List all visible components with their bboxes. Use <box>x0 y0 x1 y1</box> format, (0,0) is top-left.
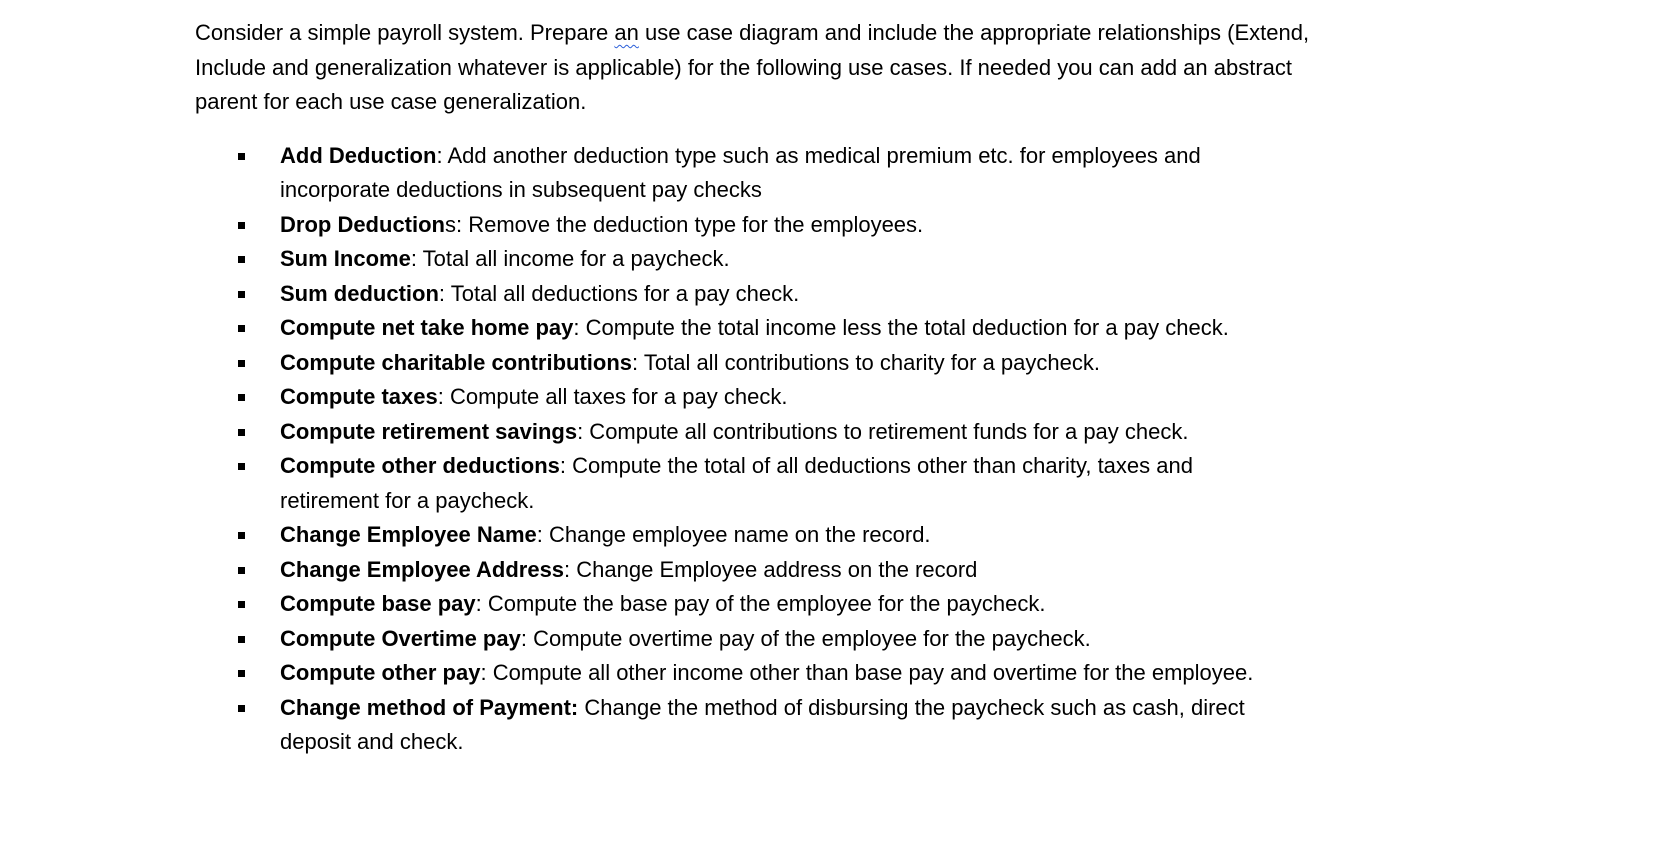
use-case-description: : Compute all other income other than base pay and overtime for the employee. <box>480 660 1254 685</box>
use-case-item <box>195 691 1275 760</box>
square-bullet-icon <box>238 256 245 263</box>
square-bullet-icon <box>238 532 245 539</box>
square-bullet-icon <box>238 636 245 643</box>
document-body <box>195 16 1345 760</box>
use-case-name: Compute base pay <box>280 591 476 616</box>
intro-text-after: use case diagram and include the appropriate relationships (Extend, Include and generalization whatever is applicable) for the following use cases. If needed you can add an abstract parent for each use case generalization. <box>195 20 1310 114</box>
use-case-description: Change the method of disbursing the paycheck such as cash, direct deposit and check. <box>280 694 1245 754</box>
use-case-description: : Add another deduction type such as medical premium etc. for employees and incorporate deductions in subsequent pay checks <box>280 142 1201 202</box>
use-case-description: : Compute the total of all deductions other than charity, taxes and retirement for a paycheck. <box>280 453 1193 513</box>
use-case-description: : Total all deductions for a pay check. <box>438 280 800 306</box>
use-case-name: Compute net take home pay <box>280 315 574 340</box>
use-case-item <box>195 656 1275 691</box>
use-case-description: : Remove the deduction type for the employees. <box>456 211 924 237</box>
spellcheck-flagged-word[interactable]: an <box>614 20 639 45</box>
intro-paragraph <box>195 16 1345 120</box>
use-case-name: Compute other pay <box>280 660 481 685</box>
use-case-name: Change method of Payment: <box>280 694 579 720</box>
use-case-description: : Compute all taxes for a pay check. <box>437 384 788 409</box>
use-case-description: : Total all income for a paycheck. <box>410 246 730 271</box>
use-case-item <box>195 208 1275 243</box>
use-case-item <box>195 518 1275 553</box>
use-case-item <box>195 622 1275 657</box>
square-bullet-icon <box>238 601 245 608</box>
use-case-item <box>195 587 1275 622</box>
use-case-item <box>195 242 1275 277</box>
intro-text-before: Consider a simple payroll system. Prepare <box>195 20 615 45</box>
use-case-name: Add Deduction <box>280 142 437 168</box>
use-case-description: : Total all contributions to charity for a paycheck. <box>632 349 1100 375</box>
square-bullet-icon <box>238 567 245 574</box>
use-case-name: Change Employee Address <box>280 556 565 582</box>
use-case-description: : Compute the base pay of the employee for the paycheck. <box>475 591 1046 616</box>
use-case-name: Compute taxes <box>280 384 438 409</box>
use-case-item <box>195 346 1275 381</box>
square-bullet-icon <box>238 670 245 677</box>
use-case-name: Compute charitable contributions <box>280 349 633 375</box>
square-bullet-icon <box>238 429 245 436</box>
square-bullet-icon <box>238 360 245 367</box>
use-case-description: : Compute overtime pay of the employee for the paycheck. <box>520 625 1091 651</box>
use-case-description: : Change employee name on the record. <box>536 522 931 547</box>
use-case-description: : Compute the total income less the total deduction for a pay check. <box>573 315 1229 340</box>
use-case-name: Sum deduction <box>280 280 439 306</box>
square-bullet-icon <box>238 153 245 160</box>
use-case-item <box>195 380 1275 415</box>
use-case-description: : Compute all contributions to retirement funds for a pay check. <box>577 418 1189 444</box>
use-case-item <box>195 553 1275 588</box>
square-bullet-icon <box>238 291 245 298</box>
use-case-name: Compute Overtime pay <box>280 625 521 651</box>
square-bullet-icon <box>238 463 245 470</box>
square-bullet-icon <box>238 325 245 332</box>
square-bullet-icon <box>238 222 245 229</box>
use-case-list <box>195 139 1345 760</box>
use-case-description: : Change Employee address on the record <box>564 556 978 582</box>
square-bullet-icon <box>238 394 245 401</box>
use-case-item <box>195 311 1275 346</box>
use-case-name-suffix: s <box>445 211 456 237</box>
use-case-name: Drop Deduction <box>280 211 445 237</box>
use-case-item <box>195 449 1275 518</box>
use-case-name: Change Employee Name <box>280 522 537 547</box>
use-case-item <box>195 139 1275 208</box>
use-case-name: Compute other deductions <box>280 453 560 478</box>
use-case-name: Compute retirement savings <box>280 418 578 444</box>
use-case-item <box>195 415 1275 450</box>
square-bullet-icon <box>238 705 245 712</box>
use-case-item <box>195 277 1275 312</box>
use-case-name: Sum Income <box>280 246 411 271</box>
